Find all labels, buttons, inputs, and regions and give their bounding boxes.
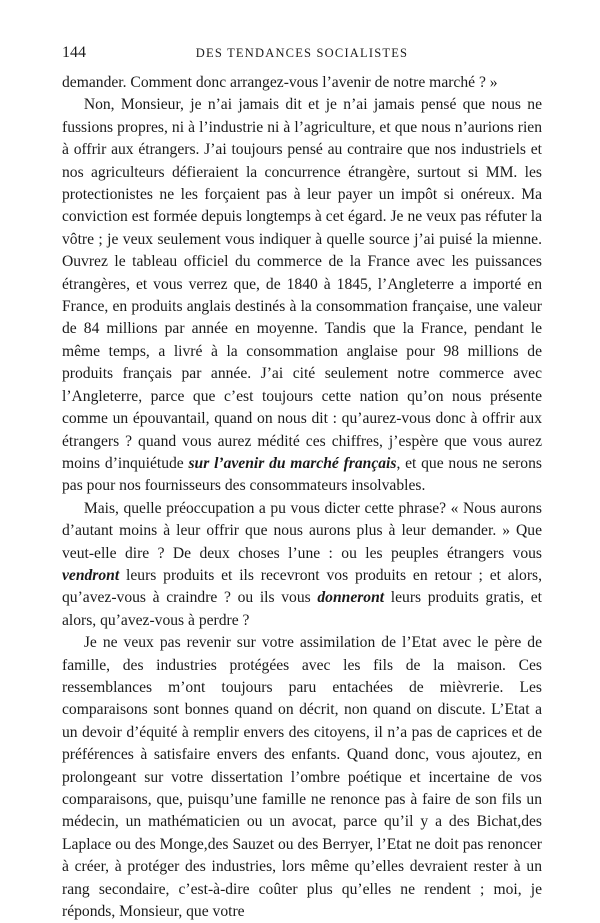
italic-emphasis: sur l’avenir du marché français — [188, 454, 397, 472]
page-number: 144 — [62, 44, 86, 61]
text-run: Mais, quelle préoccupation a pu vous dicter cette phrase? « Nous aurons d’autant moins à leur offrir que nous aurons plus à leur demander. » Que veut-elle dire ? De deux choses l’une : ou les peuples étrangers vous — [62, 499, 542, 562]
text-run: Je ne veux pas revenir sur votre assimilation de l’Etat avec le père de famille, des industries protégées avec les fils de la maison. Ces ressemblances m’ont toujours paru entachées de mièvrerie. Les comparaisons sont bonnes quand on décrit, non quand on discute. L’Etat a un devoir d’équité à remplir envers des citoyens, il n’a pas de caprices et de préférences à satisfaire envers des enfants. Quand donc, vous ajoutez, en prolongeant sur votre dissertation l’ombre poétique et incertaine de vos comparaisons, que, puisqu’une famille ne renonce pas à faire de son fils un médecin, un mathématicien ou un avocat, parce qu’il y a des Bichat,des Laplace ou des Monge,des Sauzet ou des Berryer, l’Etat ne doit pas renoncer à créer, à protéger des industries, lors même qu’elles devraient rester à un rang secondaire, c’est-à-dire coûter plus qu’elles ne rendent ; moi, je réponds, Monsieur, que votre — [62, 634, 542, 921]
text-run: leurs produits gratis, et alors, qu’avez-vous à perdre ? — [62, 589, 542, 629]
paragraph — [62, 94, 542, 497]
text-run: leurs produits et ils recevront vos produits en retour ; et alors, qu’avez-vous à craindre ? ou ils vous — [62, 566, 542, 607]
paragraph — [62, 498, 542, 632]
italic-emphasis: vendront — [62, 566, 120, 584]
italic-emphasis: donneront — [317, 589, 385, 607]
paragraph-continuation — [62, 72, 542, 94]
paragraph — [62, 632, 542, 923]
text-run: , et que nous ne serons pas pour nos fournisseurs des consommateurs insolvables. — [62, 454, 542, 495]
page-header — [62, 44, 542, 66]
running-title: DES TENDANCES SOCIALISTES — [195, 46, 409, 60]
text-run: demander. Comment donc arrangez-vous l’avenir de notre marché ? » — [62, 74, 498, 91]
text-run: Non, Monsieur, je n’ai jamais dit et je n’ai jamais pensé que nous ne fussions propres, ni à l’industrie ni à l’agriculture, et que nous n’aurions rien à offrir aux étrangers. J’ai toujours pensé au contraire que nos industriels et nos agriculteurs défieraient la concurrence étrangère, surtout si MM. les protectionistes ne les forçaient pas à leur payer un impôt si onéreux. Ma conviction est formée depuis longtemps à cet égard. Je ne veux pas réfuter la vôtre ; je veux seulement vous indiquer à quelle source j’ai puisé la mienne. Ouvrez le tableau officiel du commerce de la France avec les puissances étrangères, et vous verrez que, de 1840 à 1845, l’Angleterre a importé en France, en produits anglais destinés à la consommation française, une valeur de 84 millions par année en moyenne. Tandis que la France, pendant le même temps, a livré à la consommation anglaise pour 98 millions de produits français par année. J’ai cité seulement notre commerce avec l’Angleterre, parce que c’est toujours cette nation qu’on nous présente comme un épouvantail, quand on nous dit : qu’aurez-vous donc à offrir aux étrangers ? quand vous aurez médité ces chiffres, j’espère que vous aurez moins d’inquiétude — [62, 96, 542, 472]
body-text — [62, 72, 542, 923]
book-page — [62, 44, 542, 923]
